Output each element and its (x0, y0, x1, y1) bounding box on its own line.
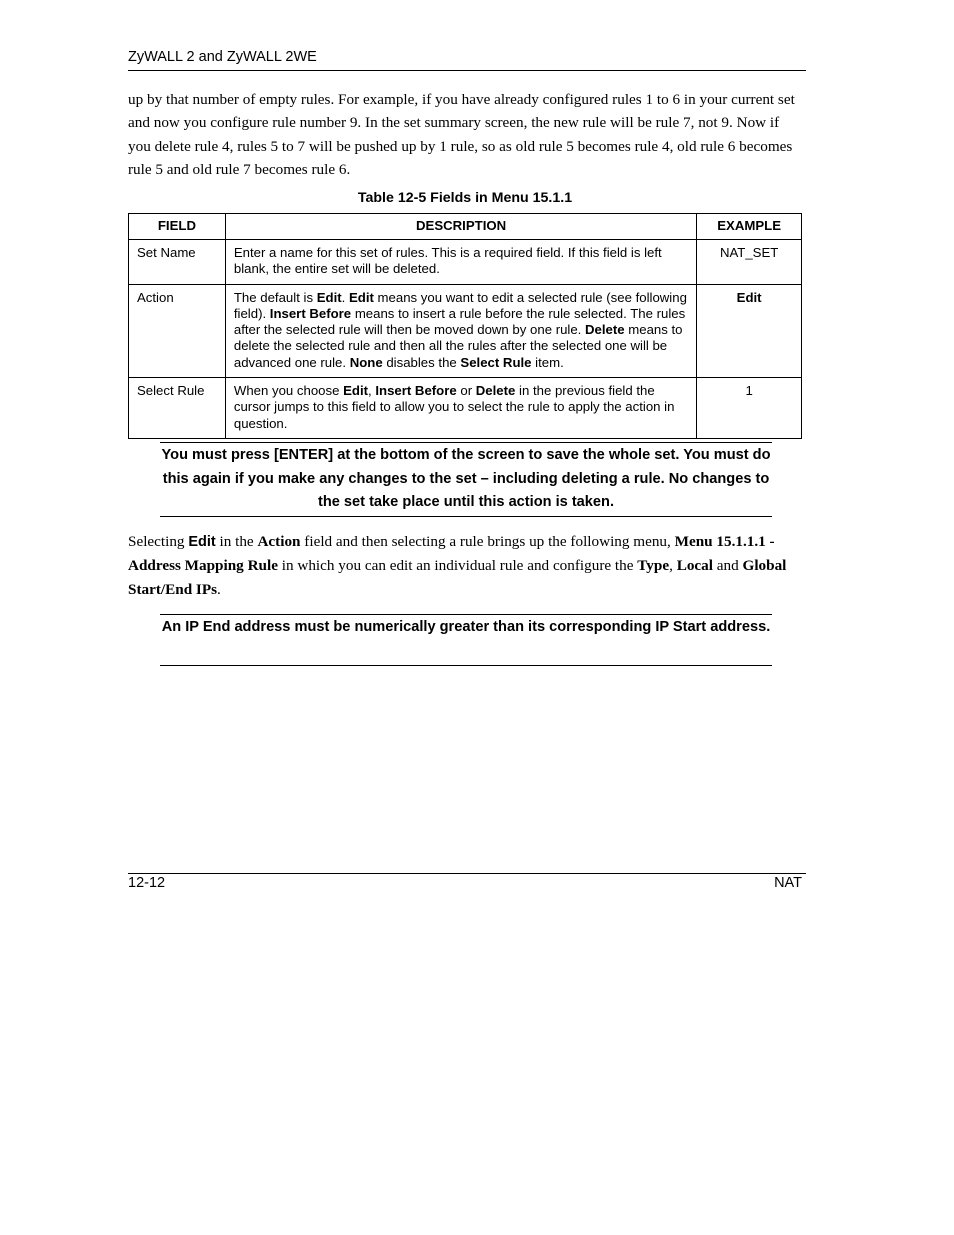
bold-term: Global Start/End IPs (128, 557, 787, 598)
text-run: in which you can edit an individual rule and configure the (277, 557, 638, 575)
cell-field: Action (129, 284, 226, 377)
cell-field: Set Name (129, 240, 226, 285)
page-header-title: ZyWALL 2 and ZyWALL 2WE (128, 49, 317, 65)
column-header-field: FIELD (129, 214, 226, 240)
text-run: or (456, 383, 476, 399)
text-run: means to delete the selected rule and then all the rules after the selected one will be advanced one rule. (233, 322, 683, 370)
bold-term: Local (676, 557, 713, 575)
cell-description (225, 240, 696, 285)
page-number: 12-12 (128, 875, 166, 891)
bold-term: Menu 15.1.1.1 - Address Mapping Rule (128, 533, 775, 575)
bold-term: Type (637, 557, 670, 575)
bold-term: Action (257, 533, 301, 550)
text-run: in the (215, 533, 258, 550)
text-run: means to insert a rule before the rule selected. The rules after the selected rule will then be moved down by one rule. (233, 305, 686, 338)
text-run: means you want to edit a selected rule (see following field). (233, 289, 687, 321)
header-divider (128, 70, 806, 71)
bold-term: Insert Before (375, 383, 457, 399)
bold-term: Edit (343, 383, 369, 399)
cell-field: Select Rule (129, 378, 226, 439)
cell-description (225, 378, 696, 439)
text-run: The default is (233, 289, 317, 305)
text-run: and (712, 557, 743, 575)
bold-term: None (349, 354, 383, 370)
text-run: Enter a name for this set of rules. This is a required field. If this field is left blank, the entire set will be deleted. (233, 245, 662, 277)
cell-example: NAT_SET (697, 240, 802, 285)
text-run: , (669, 557, 677, 575)
text-run: item. (531, 354, 564, 370)
bold-term: Insert Before (269, 305, 352, 321)
text-run: When you choose (233, 383, 344, 399)
note-save-set: You must press [ENTER] at the bottom of the screen to save the whole set. You must do this again if you make any changes to the set – including deleting a rule. No changes to the set take place until this action is taken. (160, 442, 772, 517)
text-run: Selecting (128, 533, 189, 550)
bold-term: Select Rule (460, 354, 532, 370)
table-caption: Table 12-5 Fields in Menu 15.1.1 (357, 190, 573, 206)
note-ip-end-address: An IP End address must be numerically greater than its corresponding IP Start address. (160, 614, 772, 666)
column-header-example: EXAMPLE (697, 214, 802, 240)
text-run: disables the (382, 354, 461, 370)
cell-example: Edit (697, 284, 802, 377)
bold-term: Edit (188, 534, 216, 550)
text-run: . (341, 289, 349, 305)
table-body (129, 240, 802, 439)
bold-term: Delete (475, 383, 516, 399)
table-row (129, 240, 802, 285)
cell-example: 1 (697, 378, 802, 439)
bold-term: Delete (585, 322, 625, 338)
text-run: field and then selecting a rule brings up the following menu, (300, 533, 675, 550)
bold-term: Edit (348, 289, 374, 305)
table-row (129, 378, 802, 439)
text-run: in the previous field the cursor jumps to this field to allow you to select the rule to apply the action in question. (233, 383, 675, 431)
bold-term: Edit (316, 289, 342, 305)
fields-table (128, 213, 802, 439)
footer-section: NAT (774, 875, 802, 891)
text-run: , (368, 383, 376, 399)
edit-rule-paragraph (128, 530, 802, 601)
table-row (129, 284, 802, 377)
intro-paragraph: up by that number of empty rules. For example, if you have already configured rules 1 to 6 in your current set and now you configure rule number 9. In the set summary screen, the new rule will be rule 7, not 9. Now if you delete rule 4, rules 5 to 7 will be pushed up by 1 rule, so as old rule 5 becomes rule 4, old rule 6 becomes rule 5 and old rule 7 becomes rule 6. (128, 91, 795, 178)
column-header-description: DESCRIPTION (225, 214, 696, 240)
table-header-row (129, 214, 802, 240)
footer-divider (128, 873, 806, 874)
cell-description (225, 284, 696, 377)
text-run: . (217, 580, 221, 598)
